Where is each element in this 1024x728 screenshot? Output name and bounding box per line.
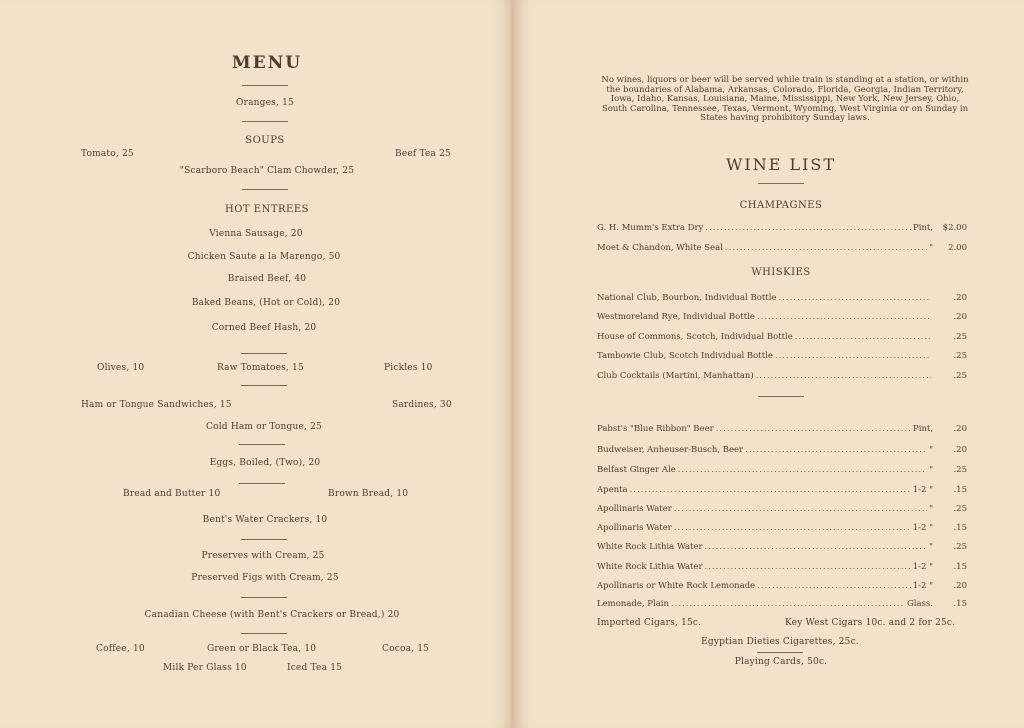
item-price: .15: [953, 523, 967, 533]
list-item: [597, 351, 967, 361]
leader-dots: [705, 562, 911, 572]
menu-item-vienna-sausage: Vienna Sausage, 20: [209, 229, 303, 239]
list-item: [597, 465, 967, 475]
list-item: [597, 562, 967, 572]
item-price: 2.00: [948, 243, 967, 253]
menu-item-clam-chowder: "Scarboro Beach" Clam Chowder, 25: [179, 166, 355, 176]
menu-item-corned-beef-hash: Corned Beef Hash, 20: [211, 323, 317, 333]
menu-item-sardines: Sardines, 30: [392, 400, 452, 410]
menu-item-oranges: Oranges, 15: [236, 98, 294, 108]
item-unit: ": [929, 504, 933, 514]
item-name: House of Commons, Scotch, Individual Bottle: [597, 332, 793, 342]
section-heading-soups: SOUPS: [245, 135, 285, 146]
item-name: Westmoreland Rye, Individual Bottle: [597, 312, 755, 322]
item-price: .20: [953, 293, 967, 303]
menu-item-sandwiches: Ham or Tongue Sandwiches, 15: [81, 400, 232, 410]
divider: [242, 121, 288, 122]
item-unit: Pint,: [912, 424, 933, 434]
divider: [241, 597, 287, 598]
item-price: .25: [953, 371, 967, 381]
item-unit: ": [929, 243, 933, 253]
item-unit: ": [929, 445, 933, 455]
list-item: [597, 424, 967, 434]
leader-dots: [671, 599, 905, 609]
list-item: [597, 445, 967, 455]
item-price: .25: [953, 332, 967, 342]
menu-item-braised-beef: Braised Beef, 40: [227, 274, 307, 284]
item-name: Moet & Chandon, White Seal: [597, 243, 723, 253]
item-name: G. H. Mumm's Extra Dry: [597, 223, 704, 233]
menu-item-preserves: Preserves with Cream, 25: [201, 551, 325, 561]
item-unit: 1-2 ": [912, 562, 933, 572]
item-unit: Pint,: [912, 223, 933, 233]
list-item: [597, 523, 967, 533]
item-name: Pabst's "Blue Ribbon" Beer: [597, 424, 714, 434]
leader-dots: [674, 504, 927, 514]
list-item: [597, 293, 967, 303]
leader-dots: [756, 371, 931, 381]
divider: [241, 353, 287, 354]
list-item: [597, 332, 967, 342]
item-name: Lemonade, Plain: [597, 599, 669, 609]
divider: [242, 189, 288, 190]
menu-item-pickles: Pickles 10: [384, 363, 433, 373]
list-item: [597, 243, 967, 253]
leader-dots: [775, 351, 931, 361]
item-name: Apollinaris Water: [597, 523, 672, 533]
divider: [241, 539, 287, 540]
item-unit: 1-2 ": [912, 581, 933, 591]
divider: [757, 652, 803, 653]
item-name: National Club, Bourbon, Individual Bottle: [597, 293, 777, 303]
divider: [241, 633, 287, 634]
divider: [758, 183, 804, 184]
prohibition-notice: No wines, liquors or beer will be served while train is standing at a station, or within the boundaries of Alabama, Arkansas, Colorado, Florida, Georgia, Indian Territory, Iowa, Idaho, Kansas, Louisiana, Maine, Mississippi, New York, New Jersey, Ohio, South Carolina, Tennessee, Texas, Vermont, Wyoming, West Virginia or on Sunday in States having prohibitory Sunday laws.: [601, 75, 969, 123]
menu-item-tomato: Tomato, 25: [81, 149, 134, 159]
item-name: Club Cocktails (Martini, Manhattan): [597, 371, 754, 381]
list-item: [597, 485, 967, 495]
page-gutter: [511, 0, 514, 728]
leader-dots: [705, 223, 911, 233]
menu-item-chicken-saute: Chicken Saute a la Marengo, 50: [187, 252, 341, 262]
item-price: .20: [953, 424, 967, 434]
section-heading-whiskies: WHISKIES: [751, 267, 811, 278]
menu-item-cold-ham: Cold Ham or Tongue, 25: [206, 422, 322, 432]
divider: [239, 444, 285, 445]
menu-item-milk: Milk Per Glass 10: [163, 663, 247, 673]
menu-item-coffee: Coffee, 10: [96, 644, 145, 654]
item-price: .25: [953, 465, 967, 475]
menu-item-raw-tomatoes: Raw Tomatoes, 15: [217, 363, 304, 373]
leader-dots: [757, 581, 910, 591]
leader-dots: [725, 243, 927, 253]
leader-dots: [705, 542, 928, 552]
item-name: Apollinaris Water: [597, 504, 672, 514]
leader-dots: [795, 332, 931, 342]
section-heading-hot-entrees: HOT ENTREES: [225, 204, 309, 215]
divider: [241, 385, 287, 386]
item-unit: Glass.: [906, 599, 933, 609]
item-price: $2.00: [942, 223, 967, 233]
divider: [242, 85, 288, 86]
menu-item-canadian-cheese: Canadian Cheese (with Bent's Crackers or Bread,) 20: [144, 610, 400, 620]
list-item: [597, 371, 967, 381]
leader-dots: [716, 424, 911, 434]
list-item: [597, 223, 967, 233]
item-price: .15: [953, 562, 967, 572]
item-price: .20: [953, 445, 967, 455]
menu-item-eggs: Eggs, Boiled, (Two), 20: [209, 458, 321, 468]
item-name: Apollinaris or White Rock Lemonade: [597, 581, 756, 591]
item-price: .15: [953, 485, 967, 495]
menu-item-cocoa: Cocoa, 15: [382, 644, 430, 654]
item-cigarettes: Egyptian Dieties Cigarettes, 25c.: [701, 637, 859, 647]
item-playing-cards: Playing Cards, 50c.: [734, 657, 828, 667]
item-name: White Rock Lithia Water: [597, 542, 703, 552]
item-unit: ": [929, 465, 933, 475]
leader-dots: [674, 523, 911, 533]
item-unit: 1-2 ": [912, 523, 933, 533]
menu-item-iced-tea: Iced Tea 15: [287, 663, 343, 673]
menu-item-tea: Green or Black Tea, 10: [207, 644, 317, 654]
leader-dots: [778, 293, 931, 303]
item-price: .20: [953, 312, 967, 322]
menu-item-beef-tea: Beef Tea 25: [395, 149, 451, 159]
list-item: [597, 581, 967, 591]
item-price: .25: [953, 351, 967, 361]
item-name: Apenta: [597, 485, 628, 495]
menu-item-brown-bread: Brown Bread, 10: [328, 489, 409, 499]
list-item: [597, 542, 967, 552]
divider: [239, 483, 285, 484]
wine-list-title: WINE LIST: [725, 155, 837, 174]
menu-item-baked-beans: Baked Beans, (Hot or Cold), 20: [191, 298, 341, 308]
item-price: .25: [953, 542, 967, 552]
leader-dots: [757, 312, 931, 322]
item-name: Belfast Ginger Ale: [597, 465, 676, 475]
item-unit: 1-2 ": [912, 485, 933, 495]
section-heading-champagnes: CHAMPAGNES: [739, 200, 823, 211]
item-name: Budweiser, Anheuser-Busch, Beer: [597, 445, 744, 455]
list-item: [597, 312, 967, 322]
menu-item-bread-and-butter: Bread and Butter 10: [123, 489, 221, 499]
item-key-west-cigars: Key West Cigars 10c. and 2 for 25c.: [785, 618, 956, 628]
leader-dots: [678, 465, 927, 475]
leader-dots: [630, 485, 911, 495]
item-name: White Rock Lithia Water: [597, 562, 703, 572]
item-price: .20: [953, 581, 967, 591]
menu-item-preserved-figs: Preserved Figs with Cream, 25: [191, 573, 339, 583]
leader-dots: [745, 445, 927, 455]
item-unit: ": [929, 542, 933, 552]
menu-title: MENU: [231, 53, 303, 73]
list-item: [597, 599, 967, 609]
item-price: .25: [953, 504, 967, 514]
item-name: Tambowie Club, Scotch Individual Bottle: [597, 351, 773, 361]
menu-item-water-crackers: Bent's Water Crackers, 10: [202, 515, 328, 525]
list-item: [597, 504, 967, 514]
item-imported-cigars: Imported Cigars, 15c.: [597, 618, 702, 628]
menu-item-olives: Olives, 10: [97, 363, 145, 373]
item-price: .15: [953, 599, 967, 609]
divider: [758, 396, 804, 397]
